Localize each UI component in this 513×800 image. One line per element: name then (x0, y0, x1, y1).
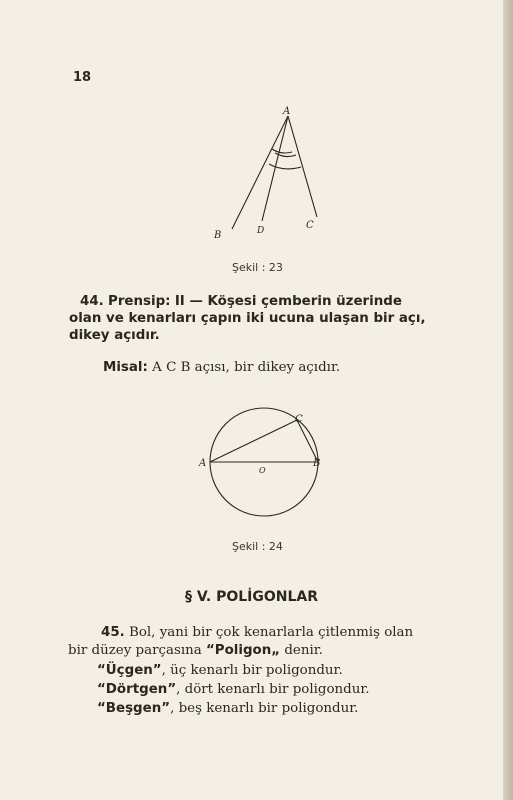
ray-ac (288, 116, 317, 217)
term-besgen: “Beşgen” (97, 701, 171, 716)
label-a: A (199, 458, 207, 469)
principle-line-3: dikey açıdır. (69, 328, 160, 343)
principle-44 (69, 293, 465, 344)
example-label: Misal: (103, 360, 148, 375)
figure-23 (200, 100, 350, 250)
definition-term-poligon: “Poligon„ (205, 643, 281, 658)
definition-item-besgen (97, 701, 358, 716)
definition-item-ucgen (97, 663, 343, 678)
term-dortgen-text: , dört kenarlı bir poligondur. (176, 682, 370, 697)
section-title: § V. POLİGONLAR (184, 589, 319, 605)
page-gutter (503, 0, 513, 800)
angle-arc-inner (272, 149, 292, 153)
label-b: B (313, 458, 321, 469)
label-c: C (295, 414, 303, 425)
definition-text-1: Bol, yani bir çok kenarlarla çitlenmiş olan (129, 625, 414, 640)
page-number: 18 (73, 70, 92, 85)
term-ucgen: “Üçgen” (97, 663, 162, 678)
principle-number: 44. (80, 294, 104, 309)
label-d: D (257, 226, 265, 236)
label-o: O (259, 466, 266, 475)
definition-item-dortgen (97, 682, 370, 697)
figure-24-drawing (195, 405, 335, 530)
definition-number: 45. (101, 625, 125, 640)
definition-line-1 (101, 625, 413, 640)
principle-label: Prensip: (108, 294, 171, 309)
principle-text-1: II — Köşesi çemberin üzerinde (174, 294, 402, 309)
figure-23-caption: Şekil : 23 (232, 261, 283, 274)
ray-ab (232, 116, 288, 229)
principle-line-2: olan ve kenarları çapın iki ucuna ulaşan bir açı, (69, 311, 426, 326)
principle-line-1 (80, 293, 465, 310)
definition-line-2 (68, 643, 323, 658)
definition-text-2a: bir düzey parçasına (68, 643, 206, 658)
label-c: C (306, 220, 314, 231)
label-b: B (214, 230, 222, 241)
example-text: A C B açısı, bir dikey açıdır. (152, 360, 341, 375)
term-dortgen: “Dörtgen” (97, 682, 177, 697)
term-ucgen-text: , üç kenarlı bir poligondur. (161, 663, 343, 678)
example-line (103, 360, 340, 375)
figure-24 (195, 405, 335, 530)
angle-arc-outer (269, 164, 301, 169)
chord-cb (297, 420, 318, 462)
figure-23-drawing (200, 100, 350, 250)
term-besgen-text: , beş kenarlı bir poligondur. (170, 701, 359, 716)
label-a: A (283, 106, 291, 117)
figure-24-caption: Şekil : 24 (232, 540, 283, 553)
definition-text-2b: denir. (280, 643, 323, 658)
